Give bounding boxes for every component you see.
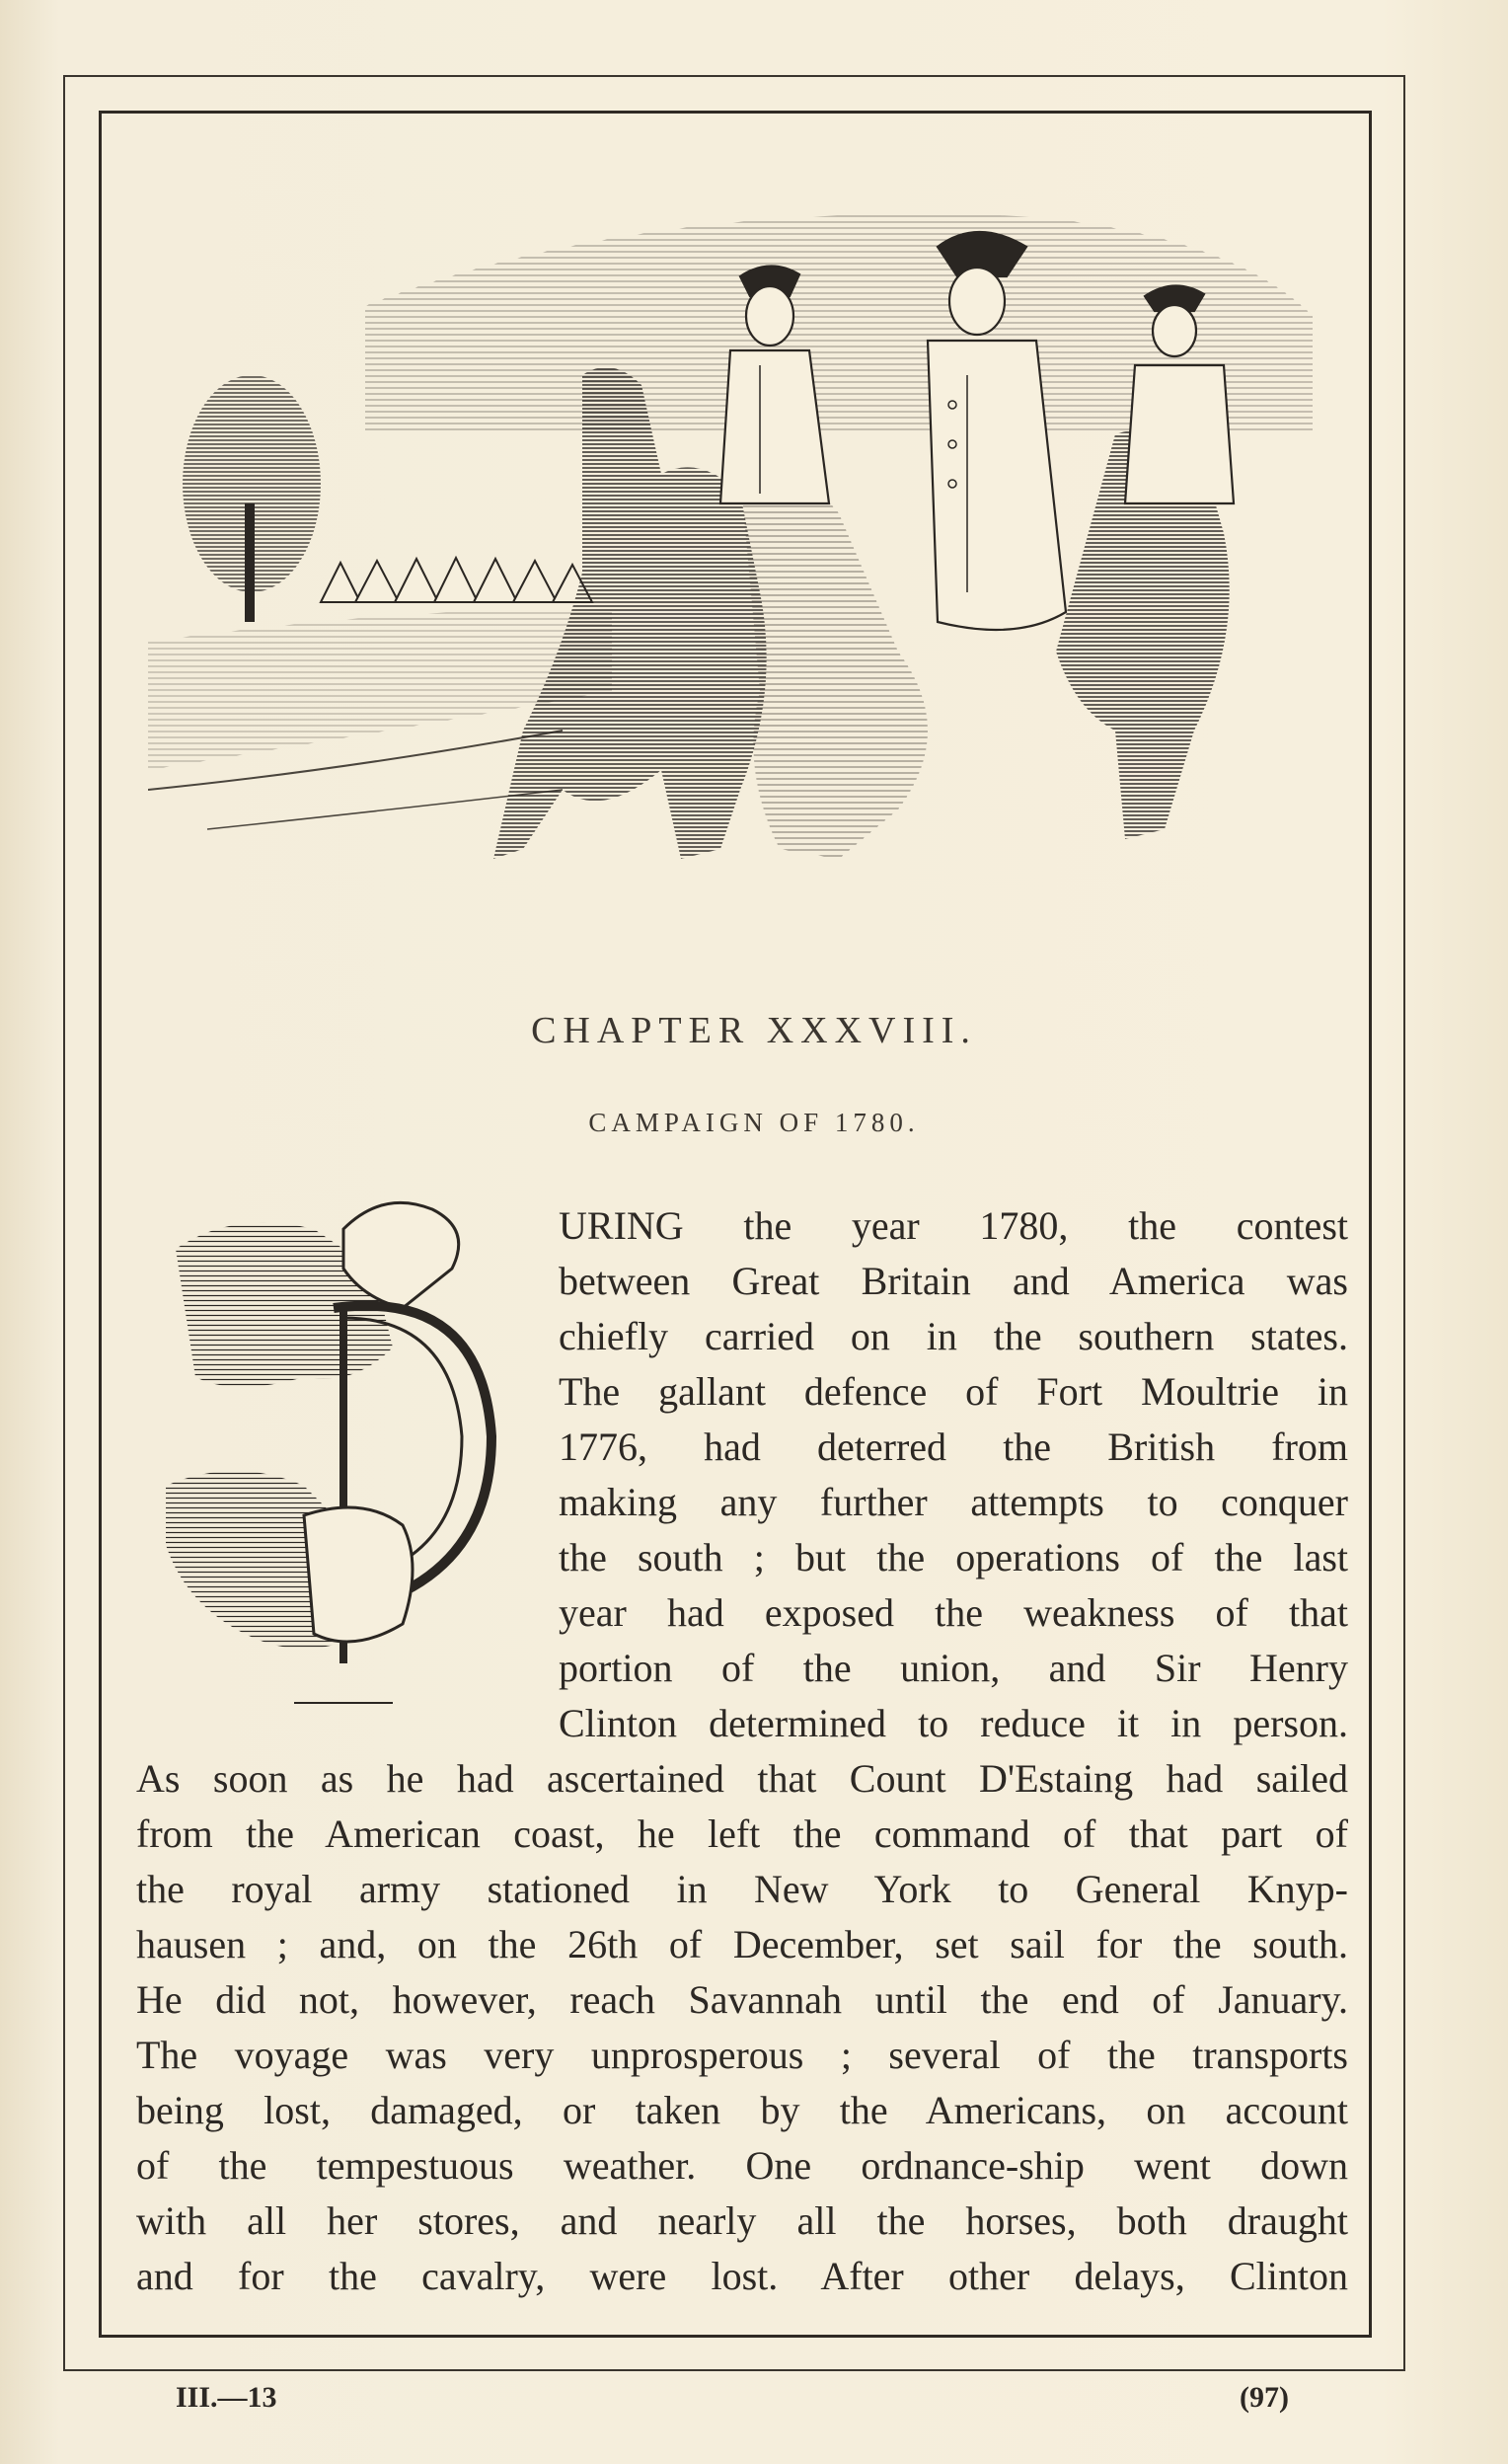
header-engraving (148, 178, 1322, 869)
body-line-1: URING the year 1780, the contest (559, 1203, 1348, 1248)
body-line-14: hausen ; and, on the 26th of December, set sail for the south. (136, 1922, 1348, 1966)
body-line-17: being lost, damaged, or taken by the Americans, on account (136, 2088, 1348, 2132)
body-line-18: of the tempestuous weather. One ordnance-ship went down (136, 2143, 1348, 2188)
body-line-11: As soon as he had ascertained that Count D'Estaing had sailed (136, 1756, 1348, 1801)
body-line-8: year had exposed the weakness of that (559, 1590, 1348, 1635)
body-line-20: and for the cavalry, were lost. After other delays, Clinton (136, 2254, 1348, 2298)
body-line-19: with all her stores, and nearly all the horses, both draught (136, 2198, 1348, 2243)
chapter-title: CHAPTER XXXVIII. (531, 1010, 977, 1051)
page-number: (97) (1240, 2381, 1289, 2414)
body-line-4: The gallant defence of Fort Moultrie in (559, 1369, 1348, 1414)
body-line-7: the south ; but the operations of the last (559, 1535, 1348, 1579)
chapter-subtitle: CAMPAIGN OF 1780. (588, 1108, 920, 1137)
body-line-9: portion of the union, and Sir Henry (559, 1646, 1348, 1690)
body-line-6: making any further attempts to conquer (559, 1480, 1348, 1524)
body-line-12: from the American coast, he left the command of that part of (136, 1811, 1348, 1856)
body-line-2: between Great Britain and America was (559, 1259, 1348, 1303)
body-line-10: Clinton determined to reduce it in person. (559, 1701, 1348, 1745)
signature-mark: III.—13 (176, 2381, 277, 2414)
body-line-16: The voyage was very unprosperous ; several of the transports (136, 2033, 1348, 2077)
drop-cap-illustration (156, 1190, 563, 1713)
body-line-5: 1776, had deterred the British from (559, 1424, 1348, 1469)
body-line-3: chiefly carried on in the southern states. (559, 1314, 1348, 1358)
body-line-13: the royal army stationed in New York to General Knyp- (136, 1867, 1348, 1911)
body-line-15: He did not, however, reach Savannah until the end of January. (136, 1977, 1348, 2022)
